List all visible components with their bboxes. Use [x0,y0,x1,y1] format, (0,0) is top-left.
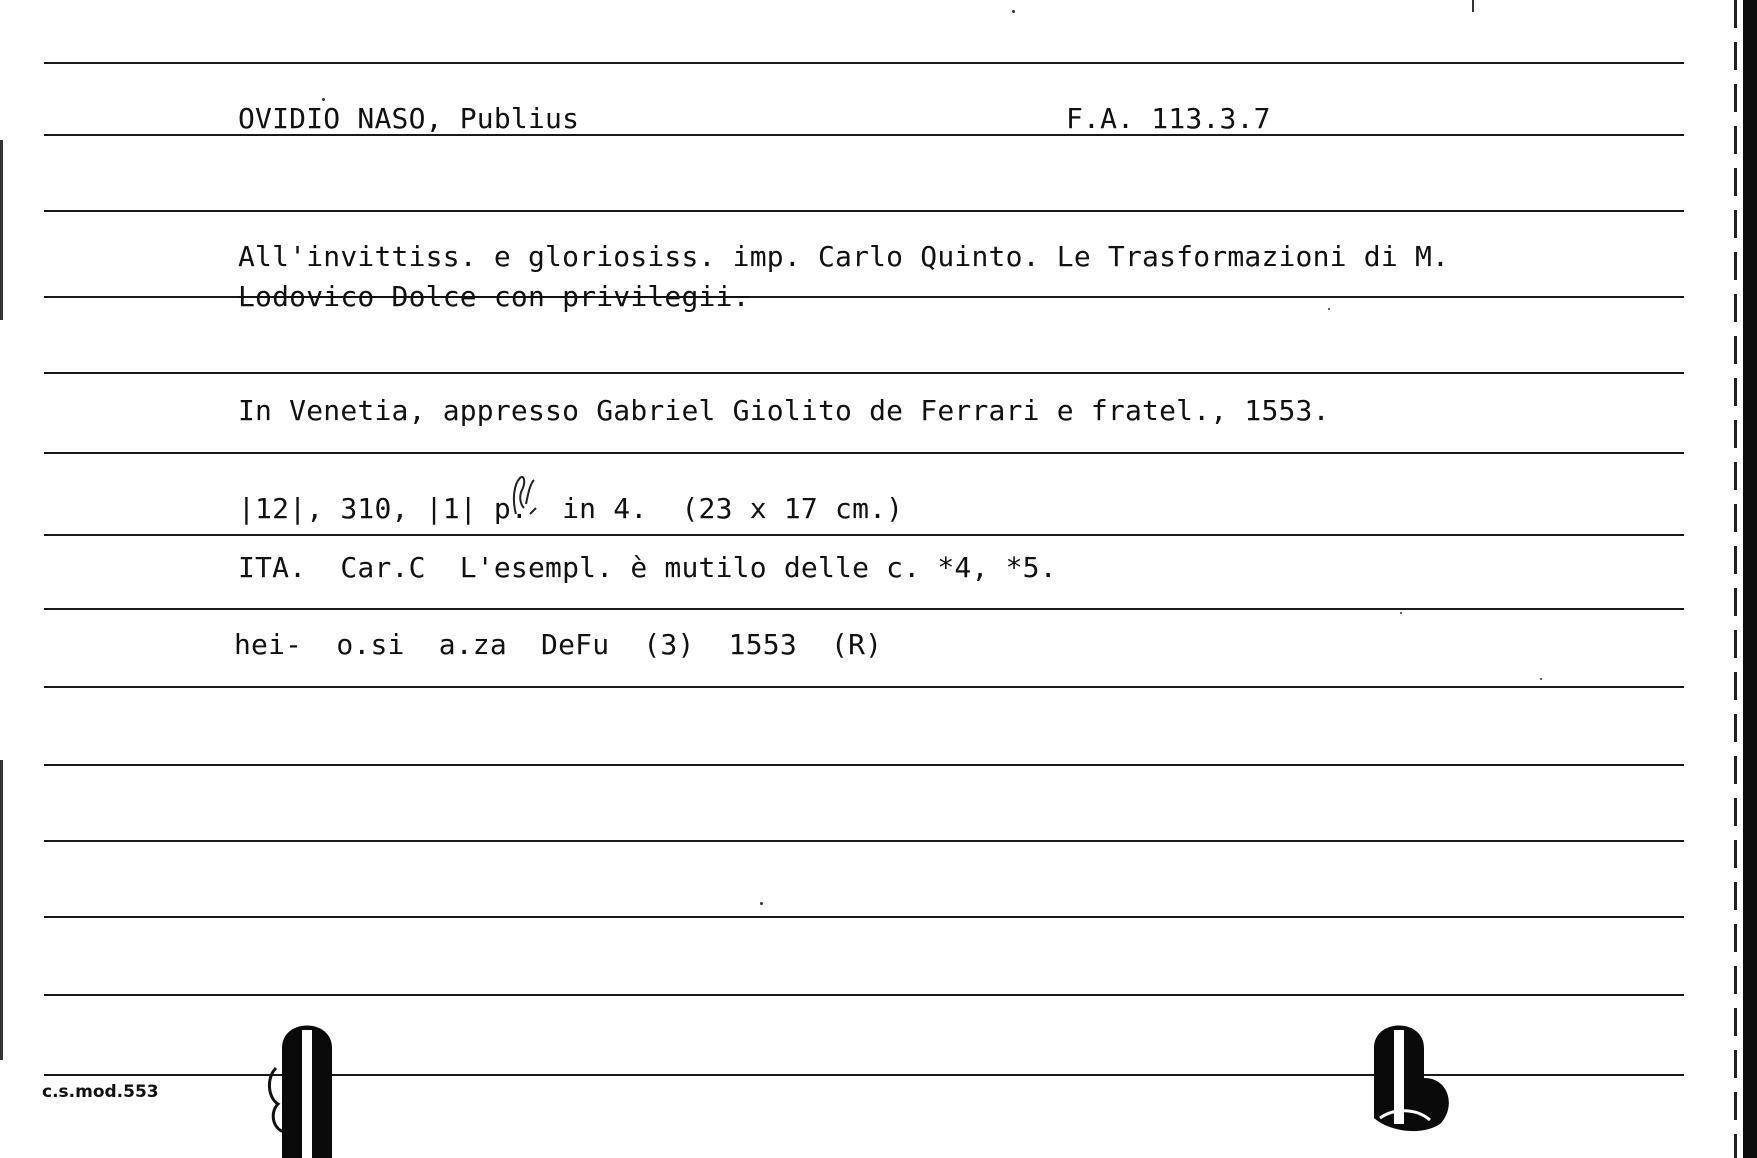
ruled-line [44,210,1684,212]
speck [1012,10,1015,13]
collation: |12|, 310, |1| p. in 4. (23 x 17 cm.) [238,492,904,525]
speck [1540,678,1542,680]
title-line-2: Lodovico Dolce con privilegii. [238,280,750,313]
speck [1472,0,1474,12]
copy-note: ITA. Car.C L'esempl. è mutilo delle c. *4, *5. [238,551,1057,584]
ruled-line [44,608,1684,610]
ruled-line [44,994,1684,996]
title-line-1: All'invittiss. e gloriosiss. imp. Carlo Quinto. Le Trasformazioni di M. [238,240,1450,273]
right-edge-bar [1743,0,1757,1158]
ruled-line [44,764,1684,766]
ruled-line [44,916,1684,918]
shelfmark: F.A. 113.3.7 [1066,102,1271,135]
ruled-line [44,62,1684,64]
right-edge-dash [1734,0,1737,1158]
ruled-line [44,840,1684,842]
speck [760,902,763,905]
speck [1328,308,1330,310]
author-heading: OVIDIO NASO, Publius [238,102,580,135]
punch-hole-right-icon [1360,1008,1470,1136]
left-edge-marks [0,0,3,1158]
speck [322,98,325,101]
speck [1400,612,1402,614]
imprint: In Venetia, appresso Gabriel Giolito de Ferrari e fratel., 1553. [238,394,1330,427]
form-code: c.s.mod.553 [42,1082,159,1102]
ruled-line [44,534,1684,536]
ruled-line [44,372,1684,374]
punch-hole-left-icon [262,1008,352,1158]
fingerprint: hei- o.si a.za DeFu (3) 1553 (R) [234,628,883,661]
handwritten-mark-icon [508,474,542,520]
ruled-line [44,452,1684,454]
ruled-line [44,686,1684,688]
